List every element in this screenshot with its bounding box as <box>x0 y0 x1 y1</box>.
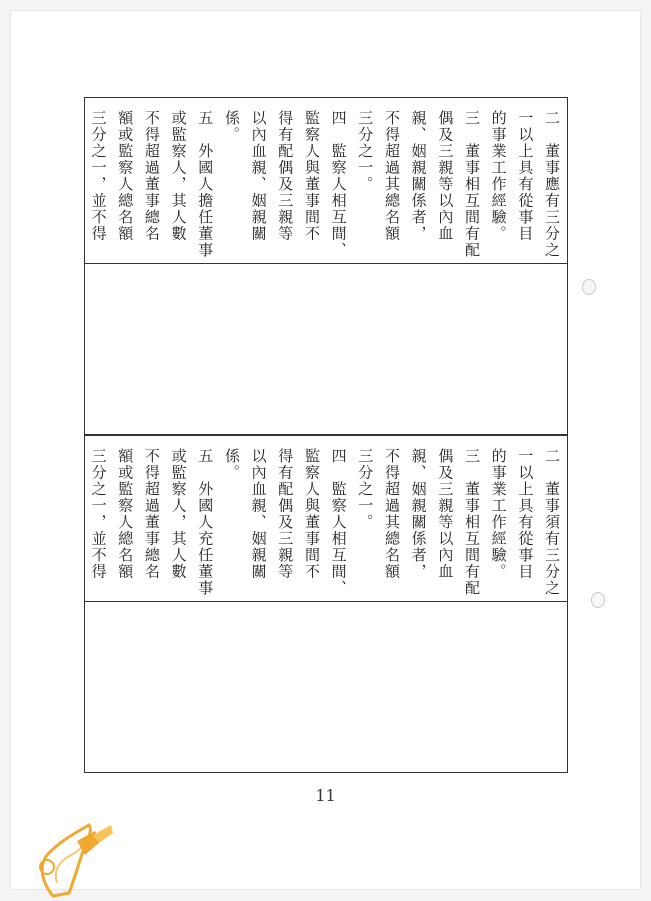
top-text-column: 偶及三親等以內血 <box>436 110 455 242</box>
document-page <box>11 11 640 889</box>
bottom-text-column: 三分之一。 <box>356 448 375 531</box>
bottom-text-column: 二 董事須有三分之 <box>543 448 561 597</box>
binder-hole-bottom <box>591 592 605 608</box>
bottom-text-column: 三分之一，並不得 <box>89 448 108 580</box>
top-text-area <box>85 98 567 264</box>
bottom-text-column: 五 外國人充任董事 <box>196 448 215 597</box>
bottom-text-column: 額或監察人總名額 <box>116 448 135 580</box>
top-text-column: 的事業工作經驗。 <box>489 110 508 242</box>
bottom-text-column: 的事業工作經驗。 <box>489 448 508 580</box>
bottom-text-column: 親、姻親關係者， <box>409 448 428 580</box>
bottom-table <box>84 435 568 773</box>
top-text-column: 親、姻親關係者， <box>409 110 428 242</box>
top-text-column: 得有配偶及三親等 <box>276 110 295 242</box>
top-text-column: 係。 <box>222 110 241 143</box>
top-text-column: 三分之一。 <box>356 110 375 193</box>
top-text-column: 不得超過其總名額 <box>382 110 401 242</box>
bottom-text-area <box>85 436 567 602</box>
top-table <box>84 97 568 435</box>
page-number: 11 <box>315 786 336 805</box>
bottom-text-column: 以內血親、姻親關 <box>249 448 268 580</box>
top-text-column: 三 董事相互間有配 <box>462 110 481 259</box>
top-text-column: 不得超過董事總名 <box>142 110 161 242</box>
top-text-column: 一以上具有從事目 <box>516 110 535 242</box>
bottom-text-column: 不得超過其總名額 <box>382 448 401 580</box>
bottom-text-column: 偶及三親等以內血 <box>436 448 455 580</box>
top-text-column: 三分之一，並不得 <box>89 110 108 242</box>
bottom-text-column: 係。 <box>222 448 241 481</box>
top-text-column: 二 董事應有三分之 <box>543 110 561 259</box>
top-text-column: 監察人與董事間不 <box>302 110 321 242</box>
bottom-text-column: 或監察人，其人數 <box>169 448 188 580</box>
top-text-column: 額或監察人總名額 <box>116 110 135 242</box>
archive-logo-icon <box>23 811 123 901</box>
bottom-text-column: 一以上具有從事目 <box>516 448 535 580</box>
top-text-column: 以內血親、姻親關 <box>249 110 268 242</box>
bottom-text-column: 不得超過董事總名 <box>142 448 161 580</box>
bottom-text-column: 三 董事相互間有配 <box>462 448 481 597</box>
top-text-column: 或監察人，其人數 <box>169 110 188 242</box>
bottom-text-column: 四 監察人相互間、 <box>329 448 348 597</box>
top-text-column: 五 外國人擔任董事 <box>196 110 215 259</box>
top-text-column: 四 監察人相互間、 <box>329 110 348 259</box>
bottom-text-column: 得有配偶及三親等 <box>276 448 295 580</box>
bottom-text-column: 監察人與董事間不 <box>302 448 321 580</box>
binder-hole-top <box>582 279 596 295</box>
